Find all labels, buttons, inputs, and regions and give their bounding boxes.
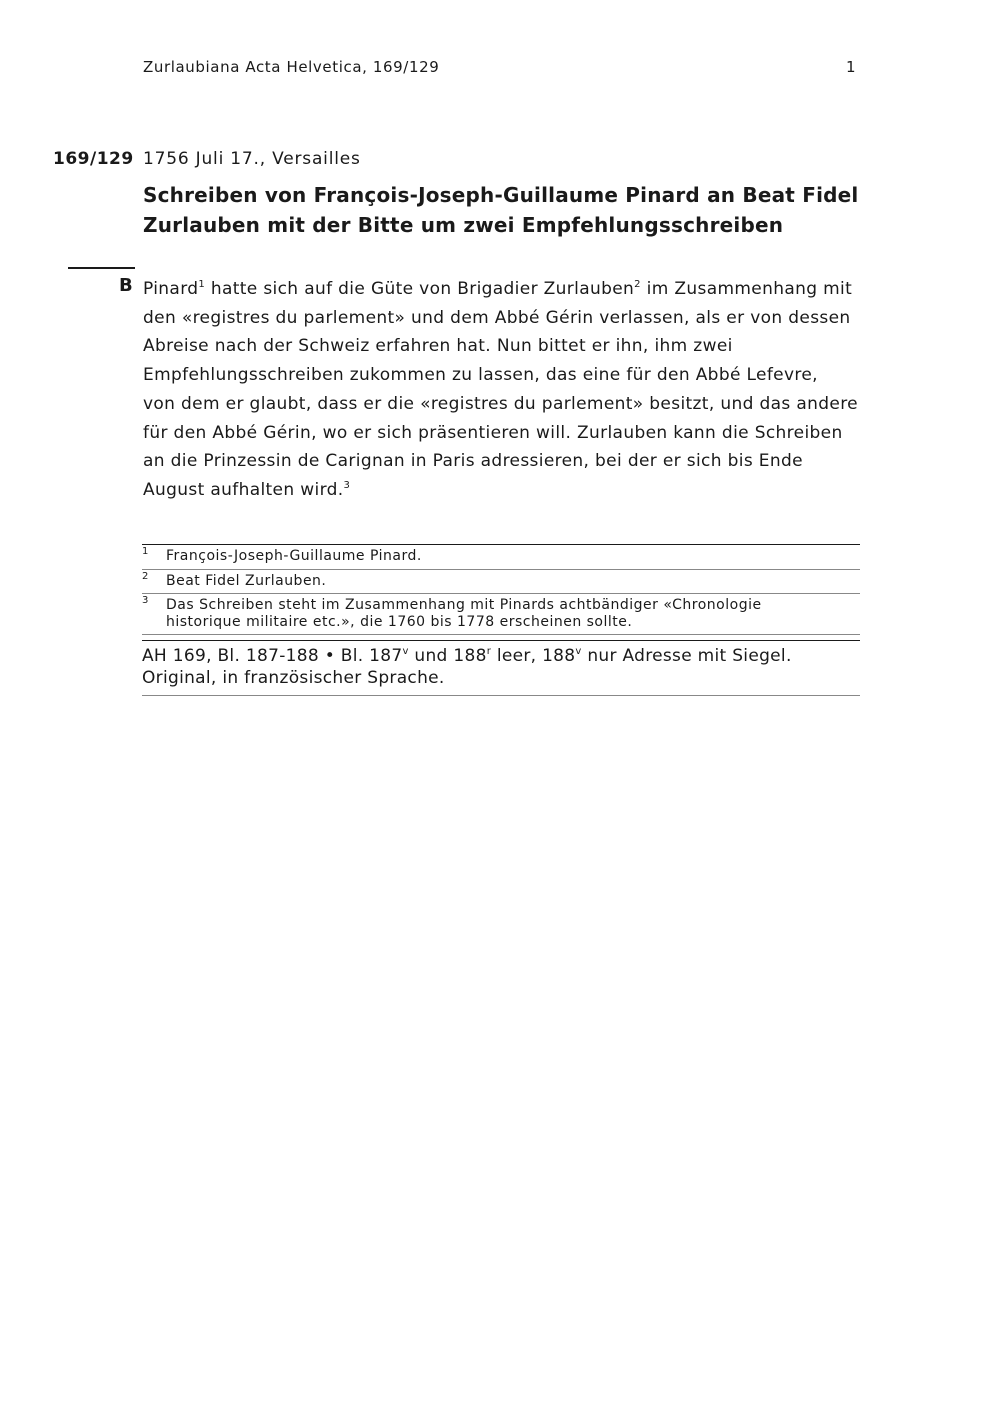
source-text: nur Adresse mit Siegel.	[581, 646, 792, 666]
abstract-text: hatte sich auf die Güte von Brigadier Zurlauben	[205, 279, 635, 299]
abstract-line: den «registres du parlement» und dem Abbé Gérin verlassen, als er von dessen	[143, 307, 851, 328]
folio-side: r	[486, 646, 492, 657]
source-line: Original, in französischer Sprache.	[142, 668, 445, 688]
footnotes	[142, 544, 860, 635]
document-type-marker: B	[119, 275, 133, 296]
title-line: Schreiben von François-Joseph-Guillaume Pinard an Beat Fidel	[143, 183, 859, 207]
running-title: Zurlaubiana Acta Helvetica, 169/129	[143, 58, 440, 76]
footnote-number: 3	[142, 595, 149, 606]
footnote	[142, 594, 860, 635]
abstract-paragraph	[143, 275, 883, 505]
folio-side: v	[575, 646, 582, 657]
source-note	[142, 640, 860, 696]
footnote-text: Beat Fidel Zurlauben.	[166, 572, 327, 589]
abstract-text: August aufhalten wird.	[143, 479, 344, 500]
date-place: 1756 Juli 17., Versailles	[143, 149, 361, 169]
page-number: 1	[846, 58, 856, 76]
abstract-line	[143, 275, 883, 304]
footnote	[142, 570, 860, 595]
abstract-line: von dem er glaubt, dass er die «registres du parlement» besitzt, und das andere	[143, 393, 858, 414]
abstract-line: für den Abbé Gérin, wo er sich präsentieren will. Zurlauben kann die Schreiben	[143, 422, 843, 443]
footnote-ref[interactable]: 2	[634, 279, 641, 290]
source-text: AH 169, Bl. 187-188 • Bl. 187	[142, 646, 403, 666]
abstract-line	[143, 476, 883, 505]
footnote-text: historique militaire etc.», die 1760 bis 1778 erscheinen sollte.	[166, 613, 633, 630]
document-title	[143, 180, 863, 240]
source-text: leer, 188	[491, 646, 576, 666]
footnote-text: François-Joseph-Guillaume Pinard.	[166, 548, 422, 564]
title-line: Zurlauben mit der Bitte um zwei Empfehlungsschreiben	[143, 213, 784, 237]
footnote-text: Das Schreiben steht im Zusammenhang mit Pinards achtbändiger «Chronologie	[166, 597, 762, 613]
abstract-line: Empfehlungsschreiben zukommen zu lassen, das eine für den Abbé Lefevre,	[143, 365, 818, 386]
footnote-ref[interactable]: 3	[343, 479, 351, 491]
footnote-ref[interactable]: 1	[198, 279, 206, 290]
abstract-text: Pinard	[143, 279, 199, 299]
source-line	[142, 645, 860, 667]
margin-rule	[68, 267, 135, 269]
footnote	[142, 545, 860, 570]
abstract-text: im Zusammenhang mit	[640, 279, 853, 299]
abstract-line: an die Prinzessin de Carignan in Paris adressieren, bei der er sich bis Ende	[143, 451, 803, 472]
abstract-line: Abreise nach der Schweiz erfahren hat. Nun bittet er ihn, ihm zwei	[143, 336, 733, 357]
footnote-number: 1	[142, 546, 149, 557]
folio-side: v	[402, 646, 409, 657]
source-text: und 188	[408, 646, 487, 666]
document-number: 169/129	[53, 149, 134, 169]
footnote-number: 2	[142, 570, 149, 582]
